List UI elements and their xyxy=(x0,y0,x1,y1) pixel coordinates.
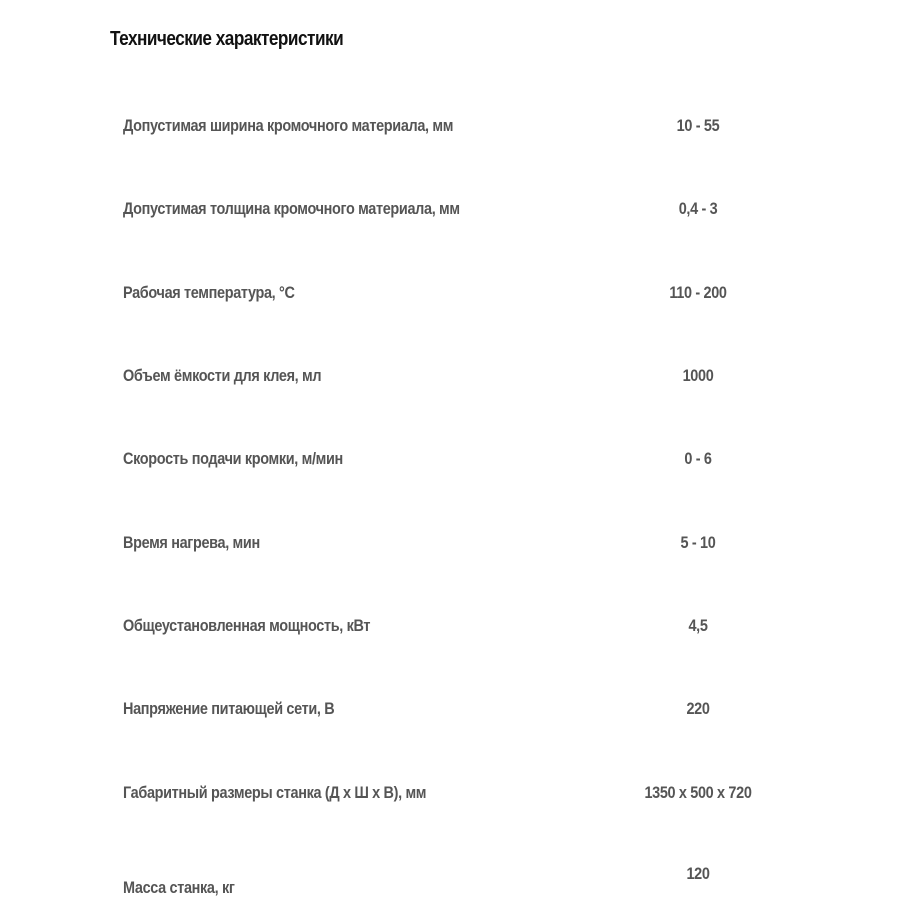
spec-value: 4,5 xyxy=(688,616,708,635)
spec-row xyxy=(123,783,823,813)
spec-value: 1350 х 500 х 720 xyxy=(644,783,752,802)
spec-value: 0 - 6 xyxy=(684,449,712,468)
spec-label: Допустимая толщина кромочного материала, мм xyxy=(123,199,460,218)
spec-row xyxy=(123,116,823,146)
spec-value: 0,4 - 3 xyxy=(678,199,718,218)
spec-value: 120 xyxy=(686,864,710,883)
spec-label: Время нагрева, мин xyxy=(123,533,260,552)
spec-value: 1000 xyxy=(682,366,714,385)
spec-label: Допустимая ширина кромочного материала, мм xyxy=(123,116,454,135)
spec-value: 5 - 10 xyxy=(680,533,716,552)
spec-label: Рабочая температура, °С xyxy=(123,283,295,302)
spec-row xyxy=(123,533,823,563)
spec-label: Общеустановленная мощность, кВт xyxy=(123,616,371,635)
spec-row xyxy=(123,864,823,897)
spec-row xyxy=(123,366,823,396)
spec-label: Объем ёмкости для клея, мл xyxy=(123,366,322,385)
spec-value: 220 xyxy=(686,699,710,718)
spec-label: Скорость подачи кромки, м/мин xyxy=(123,449,343,468)
spec-value: 110 - 200 xyxy=(669,283,727,302)
spec-row xyxy=(123,699,823,729)
spec-label: Габаритный размеры станка (Д х Ш х В), мм xyxy=(123,783,427,802)
spec-row xyxy=(123,199,823,229)
spec-row xyxy=(123,616,823,646)
spec-label: Масса станка, кг xyxy=(123,878,235,897)
spec-value: 10 - 55 xyxy=(676,116,720,135)
spec-row xyxy=(123,283,823,313)
spec-label: Напряжение питающей сети, В xyxy=(123,699,335,718)
spec-row xyxy=(123,449,823,479)
page-title: Технические характеристики xyxy=(110,28,344,50)
